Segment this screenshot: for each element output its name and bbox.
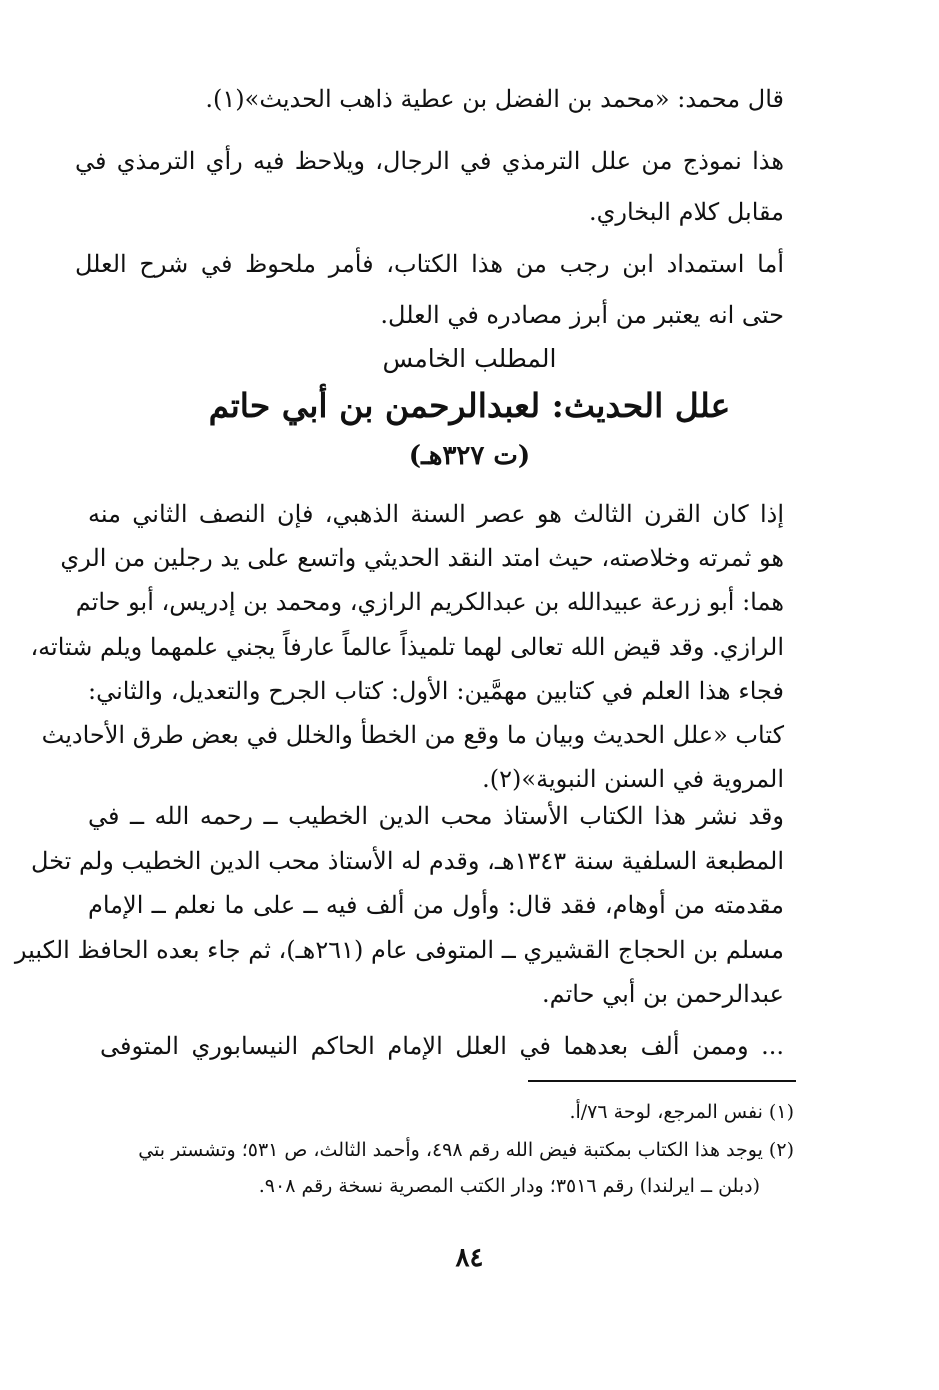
footnote-line: (دبلن ــ ايرلندا) رقم ٣٥١٦؛ ودار الكتب المصرية نسخة رقم ٩٠٨.: [258, 1175, 760, 1197]
paragraph-line: المروية في السنن النبوية»(٢).: [482, 765, 784, 794]
paragraph-line: مقدمته من أوهام، فقد قال: وأول من ألف فيه ــ على ما نعلم ــ الإمام: [88, 891, 784, 919]
section-title: علل الحديث: لعبدالرحمن بن أبي حاتم: [208, 386, 731, 425]
paragraph-line: هما: أبو زرعة عبيدالله بن عبدالكريم الرازي، ومحمد بن إدريس، أبو حاتم: [75, 588, 784, 617]
paragraph-line: فجاء هذا العلم في كتابين مهمَّين: الأول: كتاب الجرح والتعديل، والثاني:: [88, 676, 784, 705]
paragraph-line: هو ثمرته وخلاصته، حيث امتد النقد الحديثي واتسع على يد رجلين من الري: [60, 544, 784, 573]
paragraph-line: ... وممن ألف بعدهما في العلل الإمام الحاكم النيسابوري المتوفى: [100, 1032, 784, 1060]
paragraph-line: المطبعة السلفية سنة ١٣٤٣هـ، وقدم له الأستاذ محب الدين الخطيب ولم تخل: [31, 846, 784, 875]
footnote-2: [100, 1132, 794, 1204]
paragraph-line: عبدالرحمن بن أبي حاتم.: [542, 980, 784, 1008]
footnote-1: [100, 1094, 794, 1130]
paragraph-line: هذا نموذج من علل الترمذي في الرجال، ويلاحظ فيه رأي الترمذي في: [75, 147, 784, 175]
section-date: (ت ٣٢٧هـ): [408, 441, 531, 471]
paragraph-line: حتى انه يعتبر من أبرز مصادره في العلل.: [380, 301, 784, 329]
paragraph-line: أما استمداد ابن رجب من هذا الكتاب، فأمر ملحوظ في شرح العلل: [75, 250, 784, 278]
paragraph-ibn-rajab: [75, 239, 784, 341]
paragraph-line: مسلم بن الحجاج القشيري ــ المتوفى عام (٢٦١هـ)، ثم جاء بعده الحافظ الكبير: [14, 935, 784, 964]
footnote-line: (٢) يوجد هذا الكتاب بمكتبة فيض الله رقم ٤٩٨، وأحمد الثالث، ص ٥٣١؛ وتشستر بتي: [138, 1139, 794, 1161]
paragraph-line: قال محمد: «محمد بن الفضل بن عطية ذاهب الحديث»(١).: [205, 85, 784, 113]
paragraph-publication: [14, 794, 784, 1017]
section-heading: المطلب الخامس: [382, 344, 557, 373]
paragraph-line: وقد نشر هذا الكتاب الأستاذ محب الدين الخطيب ــ رحمه الله ــ في: [88, 802, 784, 830]
footnote-line: (١) نفس المرجع، لوحة ٧٦/أ.: [569, 1101, 794, 1123]
paragraph-line: الرازي. وقد قيض الله تعالى لهما تلميذاً عالماً عارفاً يجني علمهما ويلم شتاته،: [30, 632, 784, 661]
paragraph-continuation: [100, 1021, 784, 1072]
paragraph-line: إذا كان القرن الثالث هو عصر السنة الذهبي، فإن النصف الثاني منه: [88, 500, 784, 528]
footnote-divider: [528, 1080, 796, 1082]
paragraph-line: مقابل كلام البخاري.: [588, 198, 784, 226]
paragraph-line: كتاب «علل الحديث وبيان ما وقع من الخطأ والخلل في بعض طرق الأحاديث: [41, 721, 784, 750]
page-number: ٨٤: [455, 1243, 484, 1273]
paragraph-third-century: [30, 492, 784, 801]
paragraph-tirmidhi: [75, 136, 784, 238]
paragraph-quote: [75, 74, 784, 125]
